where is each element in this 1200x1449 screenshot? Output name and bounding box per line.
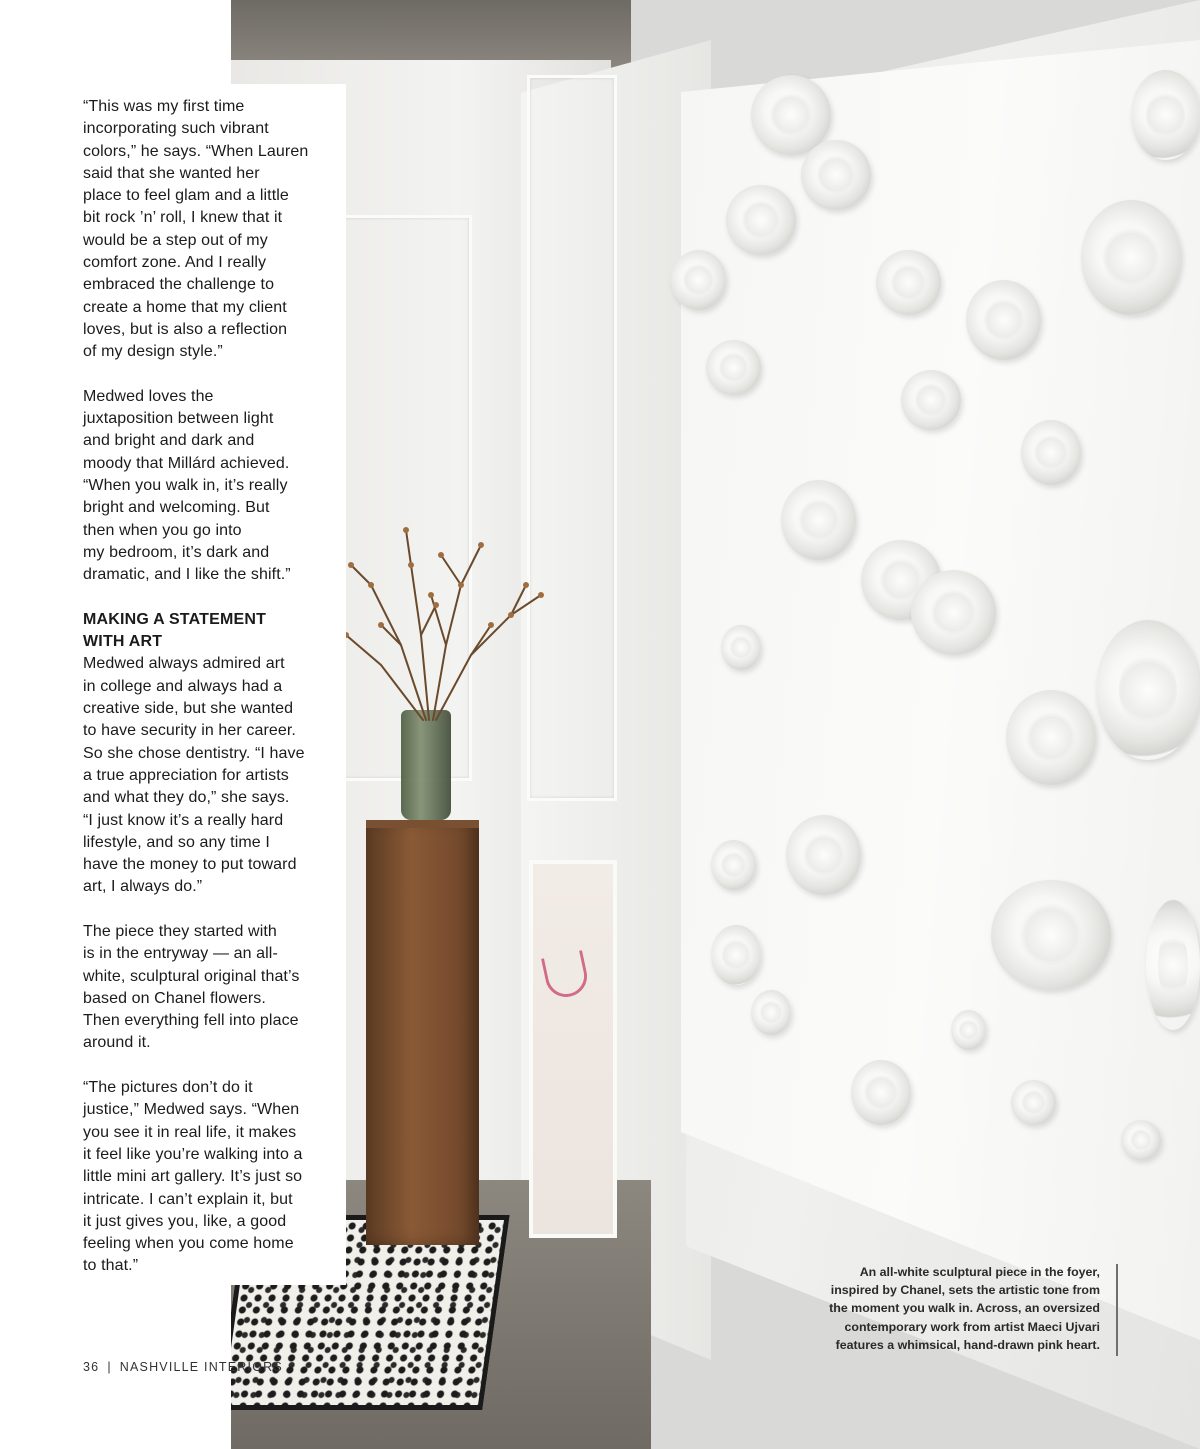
sculpted-flower [801, 140, 871, 210]
article-body [83, 96, 335, 1300]
sculpted-flower [726, 185, 796, 255]
page-folio [83, 1360, 283, 1374]
sculpted-flower [781, 480, 856, 560]
folio-separator: | [107, 1360, 112, 1374]
sculpted-flower [711, 840, 756, 890]
sculpted-flower [1021, 420, 1081, 485]
sculpted-flower [1006, 690, 1096, 785]
sculpted-flower [911, 570, 996, 655]
paragraph: Medwed always admired art in college and always had a creative side, but she wanted to have security in her career. So she chose dentistry. “I have a true appreciation for artists and what they do,” she says. “I just know it’s a really hard lifestyle, and so any time I have the money to put toward art, I always do.” [83, 655, 305, 896]
sculpted-flower [1146, 900, 1200, 1030]
sculpted-flower [786, 815, 861, 895]
sculpted-flower [1011, 1080, 1056, 1125]
burl-wood-pedestal [366, 820, 479, 1245]
paragraph: “The pictures don’t do it justice,” Medwed says. “When you see it in real life, it makes it feel like you’re walking into a little mini art gallery. It’s just so intricate. I can’t explain it, but it just gives you, like, a good feeling when you come home to that.” [83, 1079, 303, 1275]
caption-rule [1116, 1264, 1118, 1356]
sculpted-flower [706, 340, 761, 395]
publication-name: NASHVILLE INTERIORS [119, 1360, 283, 1374]
glass-vase [401, 710, 451, 820]
sculpted-flower [721, 625, 761, 670]
sculpted-flower [711, 925, 761, 985]
photo-caption: An all-white sculptural piece in the foyer, inspired by Chanel, sets the artistic tone from the moment you walk in. Across, an oversized contemporary work from artist Maeci Ujvari features a whimsical, hand-drawn pink heart. [829, 1265, 1100, 1352]
paragraph: Medwed loves the juxtaposition between light and bright and dark and moody that Millárd achieved. “When you walk in, it’s really bright and welcoming. But then when you go into my bedroom, it’s dark and dramatic, and I like the shift.” [83, 387, 291, 584]
section-heading: MAKING A STATEMENT WITH ART [83, 610, 267, 651]
sculpted-flower [1121, 1120, 1161, 1160]
sculpted-flower [991, 880, 1111, 990]
page-number: 36 [83, 1360, 100, 1374]
sculpted-flower [851, 1060, 911, 1125]
paragraph: “This was my first time incorporating such vibrant colors,” he says. “When Lauren said that she wanted her place to feel glam and a little bit rock ’n’ roll, I knew that it would be a step out of my comfort zone. And I really embraced the challenge to create a home that my client loves, but is also a reflection of my design style.” [83, 98, 309, 361]
sculpted-flower [966, 280, 1041, 360]
pink-heart-artwork [529, 860, 617, 1238]
sculpted-flower [951, 1010, 986, 1050]
sculpted-flower [1081, 200, 1181, 315]
sculpted-flower [876, 250, 941, 315]
sculpted-flower [751, 990, 791, 1035]
paragraph: The piece they started with is in the entryway — an all- white, sculptural original that’s based on Chanel flowers. Then everything fell into place around it. [83, 922, 300, 1052]
sculpted-flower [671, 250, 726, 310]
sculpted-flower [901, 370, 961, 430]
branch-arrangement [341, 525, 551, 725]
foyer-photo [231, 0, 1200, 1449]
sculpted-flower [1131, 70, 1200, 160]
sculpted-flower [1096, 620, 1200, 760]
